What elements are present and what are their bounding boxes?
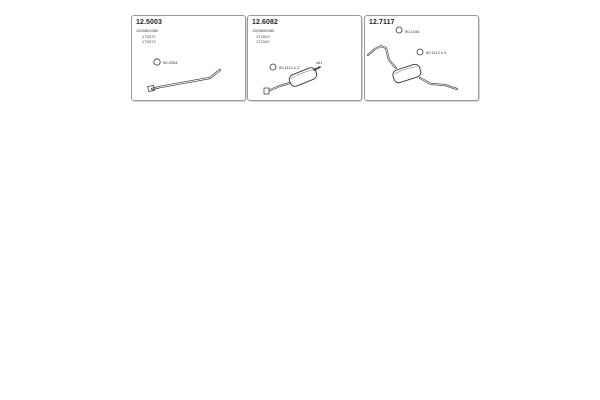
part-code: 12.6082 xyxy=(252,19,279,26)
callout-label: 60.1112 x 4 xyxy=(426,50,447,55)
callout-label: x51 xyxy=(316,60,323,65)
part-card-12-7117[interactable] xyxy=(364,15,479,101)
rear-silencer-drawing xyxy=(365,16,478,100)
clamp-ring-icon xyxy=(154,59,160,65)
silencer-drawing xyxy=(248,16,361,100)
part-reference-line: 1309802080 xyxy=(136,28,159,33)
part-code: 12.7117 xyxy=(369,19,395,26)
part-reference-line: 1T0073 xyxy=(142,39,156,44)
clamp-ring-icon xyxy=(396,27,402,33)
exhaust-pipe-drawing xyxy=(132,16,245,100)
callout-label: 60.1112 x 2 xyxy=(279,65,300,70)
pipe-icon xyxy=(368,46,396,68)
part-reference-line: 1T2003 xyxy=(256,34,270,39)
part-card-12-5003[interactable] xyxy=(131,15,246,101)
part-card-12-6082[interactable] xyxy=(247,15,362,101)
muffler-icon xyxy=(392,63,423,84)
part-code: 12.5003 xyxy=(136,19,163,26)
clamp-ring-icon xyxy=(270,64,276,70)
part-reference-line: 1T0072 xyxy=(142,34,156,39)
callout-label: 90.2054 xyxy=(163,60,178,65)
clamp-ring-icon xyxy=(417,49,423,55)
part-reference-line: 1309850080 xyxy=(252,28,275,33)
pipe-flange-icon xyxy=(264,88,269,94)
callout-label: 90.1034 xyxy=(405,29,420,34)
part-reference-line: 1T2042 xyxy=(256,39,270,44)
